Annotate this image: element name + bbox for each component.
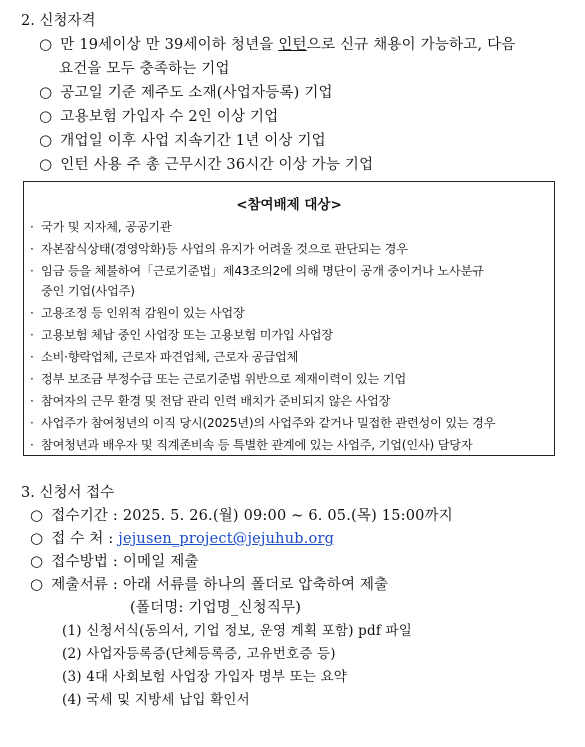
eligibility-item-3: ○ 고용보험 가입자 수 2인 이상 기업 xyxy=(39,107,279,125)
application-documents: ○ 제출서류 : 아래 서류를 하나의 폴더로 압축하여 제출 xyxy=(30,575,389,593)
email-link[interactable]: jejusen_project@jejuhub.org xyxy=(118,531,335,547)
exclusion-item: · 참여자의 근무 환경 및 전담 관리 인력 배치가 준비되지 않은 사업장 xyxy=(30,394,391,408)
circle-bullet-icon: ○ xyxy=(30,575,44,593)
exclusion-item-cont: 중인 기업(사업주) xyxy=(41,284,135,298)
exclusion-title: <참여배제 대상> xyxy=(236,197,342,213)
application-method: ○ 접수방법 : 이메일 제출 xyxy=(30,552,199,570)
document-list-item: (1) 신청서식(동의서, 기업 정보, 운영 계획 포함) pdf 파일 xyxy=(62,623,413,639)
eligibility-item-5: ○ 인턴 사용 주 총 근무시간 36시간 이상 가능 기업 xyxy=(39,155,374,173)
exclusion-item: · 임금 등을 체불하여「근로기준법」제43조의2에 의해 명단이 공개 중이거나 노사분규 xyxy=(30,264,484,278)
circle-bullet-icon: ○ xyxy=(30,552,44,570)
period-value: 2025. 5. 26.(월) 09:00 ~ 6. 05.(목) 15:00까지 xyxy=(122,508,453,524)
exclusion-item: · 소비·향락업체, 근로자 파견업체, 근로자 공급업체 xyxy=(30,350,299,364)
circle-bullet-icon: ○ xyxy=(39,155,53,173)
application-period: ○ 접수기간 : 2025. 5. 26.(월) 09:00 ~ 6. 05.(목) 15:00까지 xyxy=(30,506,453,524)
circle-bullet-icon: ○ xyxy=(39,83,53,101)
exclusion-box xyxy=(23,181,555,456)
circle-bullet-icon: ○ xyxy=(30,506,44,524)
exclusion-item: · 사업주가 참여청년의 이직 당시(2025년)의 사업주와 같거나 밀접한 관련성이 있는 경우 xyxy=(30,416,496,430)
exclusion-item: · 정부 보조금 부정수급 또는 근로기준법 위반으로 제재이력이 있는 기업 xyxy=(30,372,407,386)
circle-bullet-icon: ○ xyxy=(39,131,53,149)
circle-bullet-icon: ○ xyxy=(39,35,53,53)
eligibility-item-1-cont: 요건을 모두 충족하는 기업 xyxy=(59,61,230,77)
folder-name-note: (폴더명: 기업명_신청직무) xyxy=(130,600,302,616)
exclusion-item: · 국가 및 지자체, 공공기관 xyxy=(30,220,172,234)
section-title-application: 3. 신청서 접수 xyxy=(21,485,115,501)
document-list-item: (3) 4대 사회보험 사업장 가입자 명부 또는 요약 xyxy=(62,669,348,685)
document-list-item: (2) 사업자등록증(단체등록증, 고유번호증 등) xyxy=(62,646,336,662)
exclusion-item: · 자본잠식상태(경영악화)등 사업의 유지가 어려울 것으로 판단되는 경우 xyxy=(30,242,408,256)
circle-bullet-icon: ○ xyxy=(30,529,44,547)
eligibility-item-2: ○ 공고일 기준 제주도 소재(사업자등록) 기업 xyxy=(39,83,333,101)
document-list-item: (4) 국세 및 지방세 납입 확인서 xyxy=(62,692,250,708)
exclusion-item: · 참여청년과 배우자 및 직계존비속 등 특별한 관계에 있는 사업주, 기업(인사) 담당자 xyxy=(30,438,473,452)
exclusion-item: · 고용보험 체납 중인 사업장 또는 고용보험 미가입 사업장 xyxy=(30,328,333,342)
intern-emphasis: 인턴 xyxy=(278,37,307,53)
exclusion-item: · 고용조정 등 인위적 감원이 있는 사업장 xyxy=(30,306,245,320)
section-title-eligibility: 2. 신청자격 xyxy=(21,13,96,29)
application-destination: ○ 접 수 처 : jejusen_project@jejuhub.org xyxy=(30,529,335,547)
circle-bullet-icon: ○ xyxy=(39,107,53,125)
eligibility-item-1: ○ 만 19세이상 만 39세이하 청년을 인턴으로 신규 채용이 가능하고, 다음 xyxy=(39,35,516,53)
eligibility-item-4: ○ 개업일 이후 사업 지속기간 1년 이상 기업 xyxy=(39,131,326,149)
